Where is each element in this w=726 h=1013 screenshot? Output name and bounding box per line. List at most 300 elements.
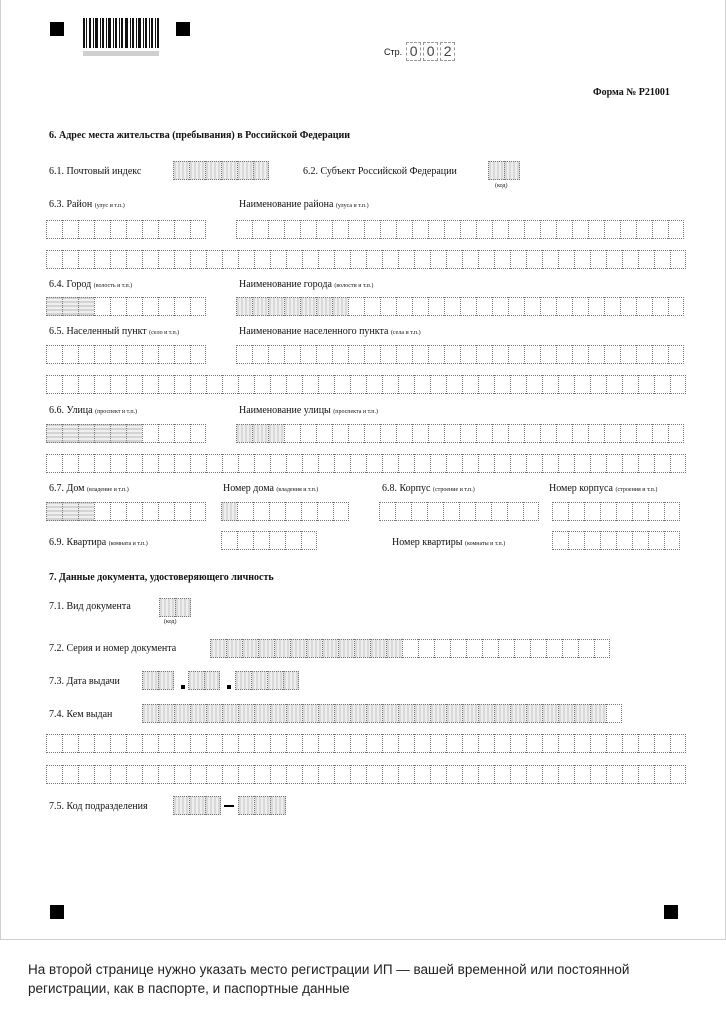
char-cell <box>648 531 664 550</box>
date-separator-dot <box>181 685 185 689</box>
char-cell <box>428 297 444 316</box>
char-cell <box>638 250 654 269</box>
doc-number-label: 7.2. Серия и номер документа <box>49 643 177 654</box>
char-cell <box>558 734 574 753</box>
char-cell <box>412 345 428 364</box>
char-cell <box>654 454 670 473</box>
char-cell <box>460 424 476 443</box>
char-cell <box>364 424 380 443</box>
char-cell <box>283 671 299 690</box>
char-cell <box>333 502 349 521</box>
city-field[interactable] <box>46 297 206 316</box>
char-cell <box>94 454 110 473</box>
apartment-number-field[interactable] <box>552 531 680 550</box>
issue-year-field[interactable] <box>235 671 299 690</box>
char-cell <box>334 454 350 473</box>
char-cell <box>398 454 414 473</box>
char-cell <box>221 531 237 550</box>
char-cell <box>46 220 62 239</box>
char-cell <box>285 531 301 550</box>
char-cell <box>542 765 558 784</box>
char-cell <box>478 250 494 269</box>
char-cell <box>78 424 94 443</box>
char-cell <box>94 375 110 394</box>
char-cell <box>556 220 572 239</box>
char-cell <box>476 297 492 316</box>
char-cell <box>638 454 654 473</box>
char-cell <box>482 639 498 658</box>
char-cell <box>206 375 222 394</box>
char-cell <box>190 765 206 784</box>
char-cell <box>174 765 190 784</box>
char-cell <box>491 502 507 521</box>
char-cell <box>270 375 286 394</box>
char-cell <box>284 424 300 443</box>
char-cell <box>514 639 530 658</box>
char-cell <box>238 250 254 269</box>
char-cell <box>268 297 284 316</box>
char-cell <box>94 250 110 269</box>
char-cell <box>94 220 110 239</box>
division-code-dash <box>224 805 234 807</box>
char-cell <box>253 161 269 180</box>
char-cell <box>632 502 648 521</box>
char-cell <box>524 220 540 239</box>
char-cell <box>206 765 222 784</box>
char-cell <box>62 502 78 521</box>
char-cell <box>285 502 301 521</box>
subject-code-note: (код) <box>495 183 508 189</box>
char-cell <box>174 220 190 239</box>
char-cell <box>302 765 318 784</box>
char-cell <box>574 734 590 753</box>
char-cell <box>174 454 190 473</box>
char-cell <box>158 220 174 239</box>
char-cell <box>460 345 476 364</box>
char-cell <box>190 454 206 473</box>
char-cell <box>236 220 252 239</box>
doc-type-code-note: (код) <box>164 619 177 625</box>
char-cell <box>574 704 590 723</box>
char-cell <box>606 704 622 723</box>
char-cell <box>382 250 398 269</box>
char-cell <box>174 734 190 753</box>
char-cell <box>142 250 158 269</box>
issue-date-label: 7.3. Дата выдачи <box>49 676 120 687</box>
char-cell <box>269 531 285 550</box>
char-cell <box>590 250 606 269</box>
char-cell <box>574 454 590 473</box>
char-cell <box>382 454 398 473</box>
doc-number-field[interactable] <box>210 639 610 658</box>
char-cell <box>286 704 302 723</box>
char-cell <box>269 502 285 521</box>
char-cell <box>476 220 492 239</box>
char-cell <box>620 297 636 316</box>
char-cell <box>205 161 221 180</box>
house-number-field[interactable] <box>221 502 349 521</box>
char-cell <box>430 765 446 784</box>
char-cell <box>510 375 526 394</box>
char-cell <box>46 734 62 753</box>
barcode-image <box>83 18 159 58</box>
char-cell <box>540 345 556 364</box>
char-cell <box>78 454 94 473</box>
settlement-field[interactable] <box>46 345 206 364</box>
char-cell <box>206 704 222 723</box>
street-name-field-line2[interactable] <box>46 454 686 473</box>
char-cell <box>242 639 258 658</box>
char-cell <box>110 765 126 784</box>
char-cell <box>142 734 158 753</box>
char-cell <box>110 220 126 239</box>
char-cell <box>158 250 174 269</box>
char-cell <box>286 734 302 753</box>
char-cell <box>254 454 270 473</box>
char-cell <box>398 734 414 753</box>
char-cell <box>78 345 94 364</box>
char-cell <box>254 796 270 815</box>
char-cell <box>604 424 620 443</box>
char-cell <box>590 704 606 723</box>
issue-month-field[interactable] <box>188 671 220 690</box>
char-cell <box>366 734 382 753</box>
char-cell <box>334 734 350 753</box>
char-cell <box>510 734 526 753</box>
page-digit: 0 <box>406 42 421 61</box>
char-cell <box>654 734 670 753</box>
char-cell <box>236 297 252 316</box>
char-cell <box>648 502 664 521</box>
char-cell <box>504 161 520 180</box>
char-cell <box>444 345 460 364</box>
char-cell <box>366 704 382 723</box>
char-cell <box>430 250 446 269</box>
issue-day-field[interactable] <box>142 671 174 690</box>
char-cell <box>606 250 622 269</box>
section-7-title: 7. Данные документа, удостоверяющего личность <box>49 572 274 583</box>
char-cell <box>446 704 462 723</box>
char-cell <box>94 765 110 784</box>
char-cell <box>175 598 191 617</box>
char-cell <box>270 704 286 723</box>
street-name-label: Наименование улицы (проспекта и т.п.) <box>239 405 378 416</box>
street-name-field[interactable] <box>236 424 684 443</box>
issued-by-field-line3[interactable] <box>46 765 686 784</box>
char-cell <box>552 531 568 550</box>
char-cell <box>226 639 242 658</box>
char-cell <box>508 297 524 316</box>
char-cell <box>382 765 398 784</box>
char-cell <box>364 345 380 364</box>
char-cell <box>158 502 174 521</box>
char-cell <box>446 765 462 784</box>
issued-by-field[interactable] <box>142 704 622 723</box>
char-cell <box>206 454 222 473</box>
char-cell <box>334 765 350 784</box>
char-cell <box>190 345 206 364</box>
char-cell <box>498 639 514 658</box>
char-cell <box>574 250 590 269</box>
char-cell <box>188 671 204 690</box>
char-cell <box>366 454 382 473</box>
char-cell <box>476 424 492 443</box>
char-cell <box>158 424 174 443</box>
issued-by-field-line2[interactable] <box>46 734 686 753</box>
char-cell <box>430 375 446 394</box>
char-cell <box>78 297 94 316</box>
char-cell <box>370 639 386 658</box>
char-cell <box>348 424 364 443</box>
char-cell <box>142 704 158 723</box>
char-cell <box>235 671 251 690</box>
city-label: 6.4. Город (волость и т.п.) <box>49 279 133 290</box>
char-cell <box>542 250 558 269</box>
char-cell <box>620 424 636 443</box>
char-cell <box>568 502 584 521</box>
postal-index-field[interactable] <box>173 161 269 180</box>
apartment-type-field[interactable] <box>221 531 317 550</box>
char-cell <box>62 345 78 364</box>
char-cell <box>126 765 142 784</box>
char-cell <box>590 454 606 473</box>
char-cell <box>578 639 594 658</box>
char-cell <box>302 704 318 723</box>
char-cell <box>430 734 446 753</box>
char-cell <box>46 765 62 784</box>
char-cell <box>395 502 411 521</box>
char-cell <box>492 424 508 443</box>
char-cell <box>318 734 334 753</box>
char-cell <box>317 502 333 521</box>
char-cell <box>588 220 604 239</box>
char-cell <box>364 220 380 239</box>
char-cell <box>322 639 338 658</box>
char-cell <box>510 250 526 269</box>
char-cell <box>434 639 450 658</box>
char-cell <box>237 531 253 550</box>
char-cell <box>190 734 206 753</box>
building-label: 6.8. Корпус (строение и т.п.) <box>382 483 475 494</box>
char-cell <box>126 424 142 443</box>
char-cell <box>460 297 476 316</box>
char-cell <box>632 531 648 550</box>
char-cell <box>524 424 540 443</box>
char-cell <box>638 734 654 753</box>
char-cell <box>530 639 546 658</box>
char-cell <box>142 765 158 784</box>
char-cell <box>562 639 578 658</box>
char-cell <box>252 345 268 364</box>
char-cell <box>142 424 158 443</box>
street-label: 6.6. Улица (проспект и т.п.) <box>49 405 138 416</box>
char-cell <box>366 765 382 784</box>
char-cell <box>254 765 270 784</box>
char-cell <box>350 734 366 753</box>
char-cell <box>620 345 636 364</box>
section-6-title: 6. Адрес места жительства (пребывания) в Российской Федерации <box>49 130 350 141</box>
char-cell <box>206 250 222 269</box>
char-cell <box>237 502 253 521</box>
building-number-field[interactable] <box>552 502 680 521</box>
char-cell <box>174 502 190 521</box>
doc-type-label: 7.1. Вид документа <box>49 601 131 612</box>
char-cell <box>318 765 334 784</box>
char-cell <box>652 345 668 364</box>
char-cell <box>222 250 238 269</box>
char-cell <box>126 502 142 521</box>
char-cell <box>524 345 540 364</box>
char-cell <box>414 375 430 394</box>
char-cell <box>558 250 574 269</box>
char-cell <box>488 161 504 180</box>
char-cell <box>664 531 680 550</box>
settlement-name-field-line2[interactable] <box>46 375 686 394</box>
char-cell <box>62 454 78 473</box>
char-cell <box>142 671 158 690</box>
division-code-part1[interactable] <box>173 796 221 815</box>
char-cell <box>398 765 414 784</box>
page-digit: 2 <box>440 42 455 61</box>
char-cell <box>460 220 476 239</box>
char-cell <box>126 297 142 316</box>
char-cell <box>158 297 174 316</box>
char-cell <box>236 424 252 443</box>
char-cell <box>316 345 332 364</box>
char-cell <box>508 345 524 364</box>
city-name-field[interactable] <box>236 297 684 316</box>
char-cell <box>386 639 402 658</box>
district-name-field[interactable] <box>236 220 684 239</box>
char-cell <box>126 220 142 239</box>
char-cell <box>364 297 380 316</box>
char-cell <box>366 375 382 394</box>
char-cell <box>552 502 568 521</box>
building-type-field[interactable] <box>379 502 539 521</box>
char-cell <box>606 375 622 394</box>
char-cell <box>158 704 174 723</box>
char-cell <box>174 345 190 364</box>
char-cell <box>616 531 632 550</box>
corner-marker-bottom-left <box>50 905 64 919</box>
char-cell <box>398 250 414 269</box>
char-cell <box>252 220 268 239</box>
char-cell <box>478 734 494 753</box>
char-cell <box>478 704 494 723</box>
char-cell <box>348 220 364 239</box>
char-cell <box>584 502 600 521</box>
char-cell <box>206 734 222 753</box>
char-cell <box>492 345 508 364</box>
char-cell <box>542 454 558 473</box>
char-cell <box>334 704 350 723</box>
char-cell <box>94 345 110 364</box>
house-type-field[interactable] <box>46 502 206 521</box>
char-cell <box>334 375 350 394</box>
char-cell <box>620 220 636 239</box>
char-cell <box>268 345 284 364</box>
char-cell <box>622 734 638 753</box>
char-cell <box>338 639 354 658</box>
char-cell <box>204 671 220 690</box>
char-cell <box>606 454 622 473</box>
char-cell <box>159 598 175 617</box>
char-cell <box>654 250 670 269</box>
char-cell <box>494 704 510 723</box>
char-cell <box>542 375 558 394</box>
char-cell <box>556 297 572 316</box>
char-cell <box>466 639 482 658</box>
char-cell <box>270 250 286 269</box>
char-cell <box>62 375 78 394</box>
char-cell <box>379 502 395 521</box>
char-cell <box>446 454 462 473</box>
district-field[interactable] <box>46 220 206 239</box>
char-cell <box>654 375 670 394</box>
char-cell <box>540 220 556 239</box>
district-name-field-line2[interactable] <box>46 250 686 269</box>
char-cell <box>382 704 398 723</box>
city-name-label: Наименование города (волости и т.п.) <box>239 279 374 290</box>
char-cell <box>348 345 364 364</box>
char-cell <box>540 424 556 443</box>
char-cell <box>284 220 300 239</box>
char-cell <box>668 297 684 316</box>
settlement-label: 6.5. Населенный пункт (село и т.п.) <box>49 326 180 337</box>
char-cell <box>158 671 174 690</box>
char-cell <box>446 375 462 394</box>
char-cell <box>78 734 94 753</box>
char-cell <box>332 345 348 364</box>
char-cell <box>46 454 62 473</box>
street-field[interactable] <box>46 424 206 443</box>
char-cell <box>398 375 414 394</box>
char-cell <box>414 734 430 753</box>
division-code-part2[interactable] <box>238 796 286 815</box>
char-cell <box>238 796 254 815</box>
char-cell <box>396 424 412 443</box>
char-cell <box>268 424 284 443</box>
char-cell <box>274 639 290 658</box>
doc-type-field[interactable] <box>159 598 191 617</box>
char-cell <box>190 250 206 269</box>
char-cell <box>636 424 652 443</box>
char-cell <box>332 424 348 443</box>
apartment-label: 6.9. Квартира (комната и т.п.) <box>49 537 148 548</box>
division-code-label: 7.5. Код подразделения <box>49 801 148 812</box>
subject-code-field[interactable] <box>488 161 520 180</box>
char-cell <box>478 454 494 473</box>
char-cell <box>62 765 78 784</box>
char-cell <box>428 424 444 443</box>
char-cell <box>174 250 190 269</box>
char-cell <box>428 220 444 239</box>
char-cell <box>158 345 174 364</box>
char-cell <box>446 250 462 269</box>
char-cell <box>428 345 444 364</box>
settlement-name-field[interactable] <box>236 345 684 364</box>
district-label: 6.3. Район (улус и т.п.) <box>49 199 125 210</box>
char-cell <box>444 424 460 443</box>
char-cell <box>526 704 542 723</box>
char-cell <box>316 424 332 443</box>
char-cell <box>94 734 110 753</box>
char-cell <box>459 502 475 521</box>
char-cell <box>600 502 616 521</box>
char-cell <box>254 704 270 723</box>
char-cell <box>670 734 686 753</box>
char-cell <box>475 502 491 521</box>
